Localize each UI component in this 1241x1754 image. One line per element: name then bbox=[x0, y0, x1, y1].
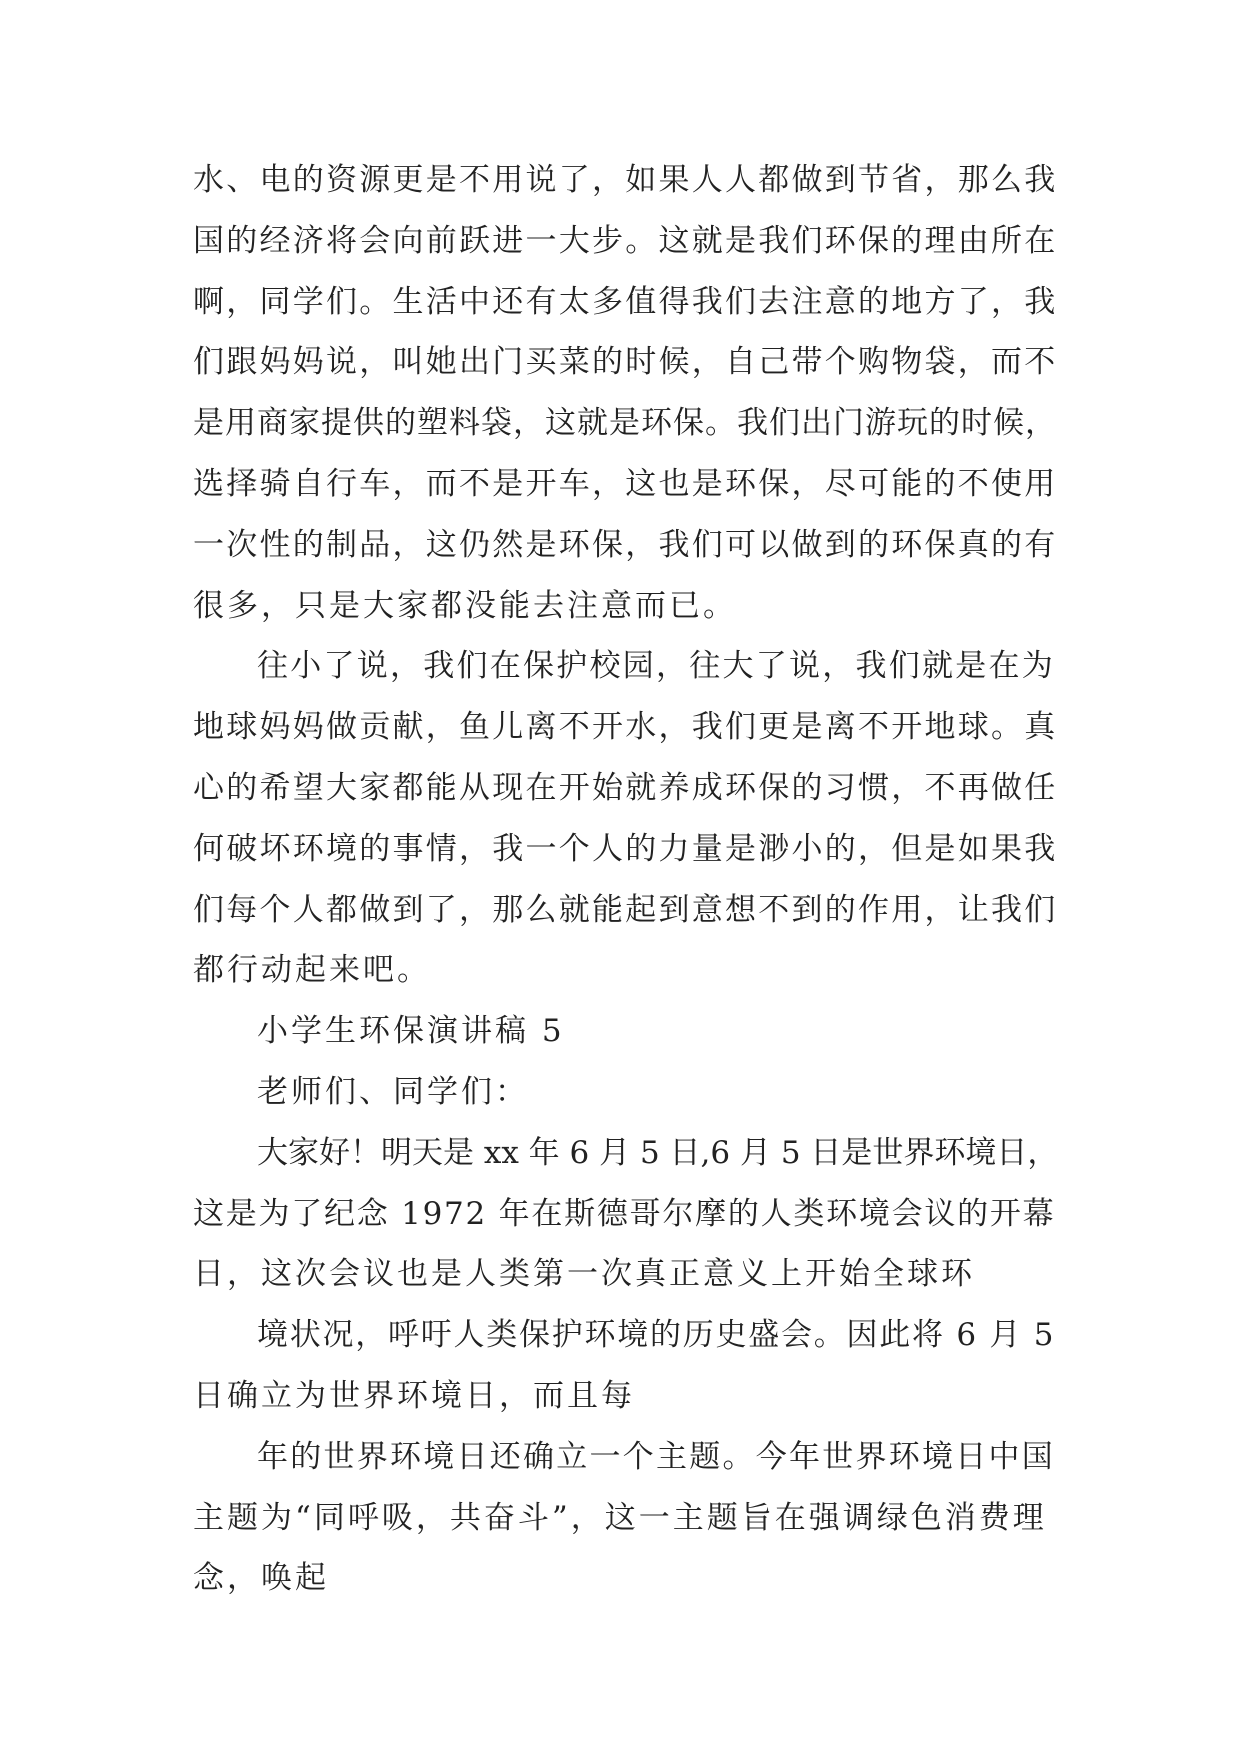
text-line: 心的希望大家都能从现在开始就养成环保的习惯，不再做任 bbox=[193, 769, 1058, 806]
text-line: 一次性的制品，这仍然是环保，我们可以做到的环保真的有 bbox=[193, 526, 1058, 563]
text-line: 很多，只是大家都没能去注意而已。 bbox=[193, 587, 737, 624]
text-line: 年的世界环境日还确立一个主题。今年世界环境日中国 bbox=[257, 1438, 1055, 1475]
text-line: 主题为“同呼吸，共奋斗”，这一主题旨在强调绿色消费理 bbox=[193, 1499, 1047, 1536]
text-line: 小学生环保演讲稿 5 bbox=[257, 1013, 565, 1050]
text-line: 地球妈妈做贡献，鱼儿离不开水，我们更是离不开地球。真 bbox=[193, 709, 1058, 746]
text-line: 选择骑自行车，而不是开车，这也是环保，尽可能的不使用 bbox=[193, 465, 1058, 502]
text-line: 是用商家提供的塑料袋，这就是环保。我们出门游玩的时候， bbox=[193, 405, 1057, 442]
document-body bbox=[193, 150, 1059, 1609]
text-line: 们跟妈妈说，叫她出门买菜的时候，自己带个购物袋，而不 bbox=[193, 344, 1058, 381]
text-line: 水、电的资源更是不用说了，如果人人都做到节省，那么我 bbox=[193, 162, 1058, 198]
text-line: 啊，同学们。生活中还有太多值得我们去注意的地方了，我 bbox=[193, 283, 1058, 320]
text-line: 往小了说，我们在保护校园，往大了说，我们就是在为 bbox=[257, 648, 1055, 685]
text-line: 日确立为世界环境日，而且每 bbox=[193, 1377, 635, 1414]
text-line: 国的经济将会向前跃进一大步。这就是我们环保的理由所在 bbox=[193, 222, 1058, 259]
text-line: 大家好！明天是 xx 年 6 月 5 日,6 月 5 日是世界环境日， bbox=[257, 1134, 1059, 1171]
text-line: 这是为了纪念 1972 年在斯德哥尔摩的人类环境会议的开幕 bbox=[193, 1195, 1056, 1232]
text-line: 老师们、同学们： bbox=[257, 1073, 529, 1110]
text-line: 都行动起来吧。 bbox=[193, 952, 431, 989]
text-line: 何破坏环境的事情，我一个人的力量是渺小的，但是如果我 bbox=[193, 830, 1058, 867]
text-line: 日，这次会议也是人类第一次真正意义上开始全球环 bbox=[193, 1256, 975, 1293]
text-line: 念，唤起 bbox=[193, 1560, 329, 1597]
text-line: 们每个人都做到了，那么就能起到意想不到的作用，让我们 bbox=[193, 891, 1058, 928]
text-line: 境状况，呼吁人类保护环境的历史盛会。因此将 6 月 5 bbox=[257, 1317, 1056, 1354]
